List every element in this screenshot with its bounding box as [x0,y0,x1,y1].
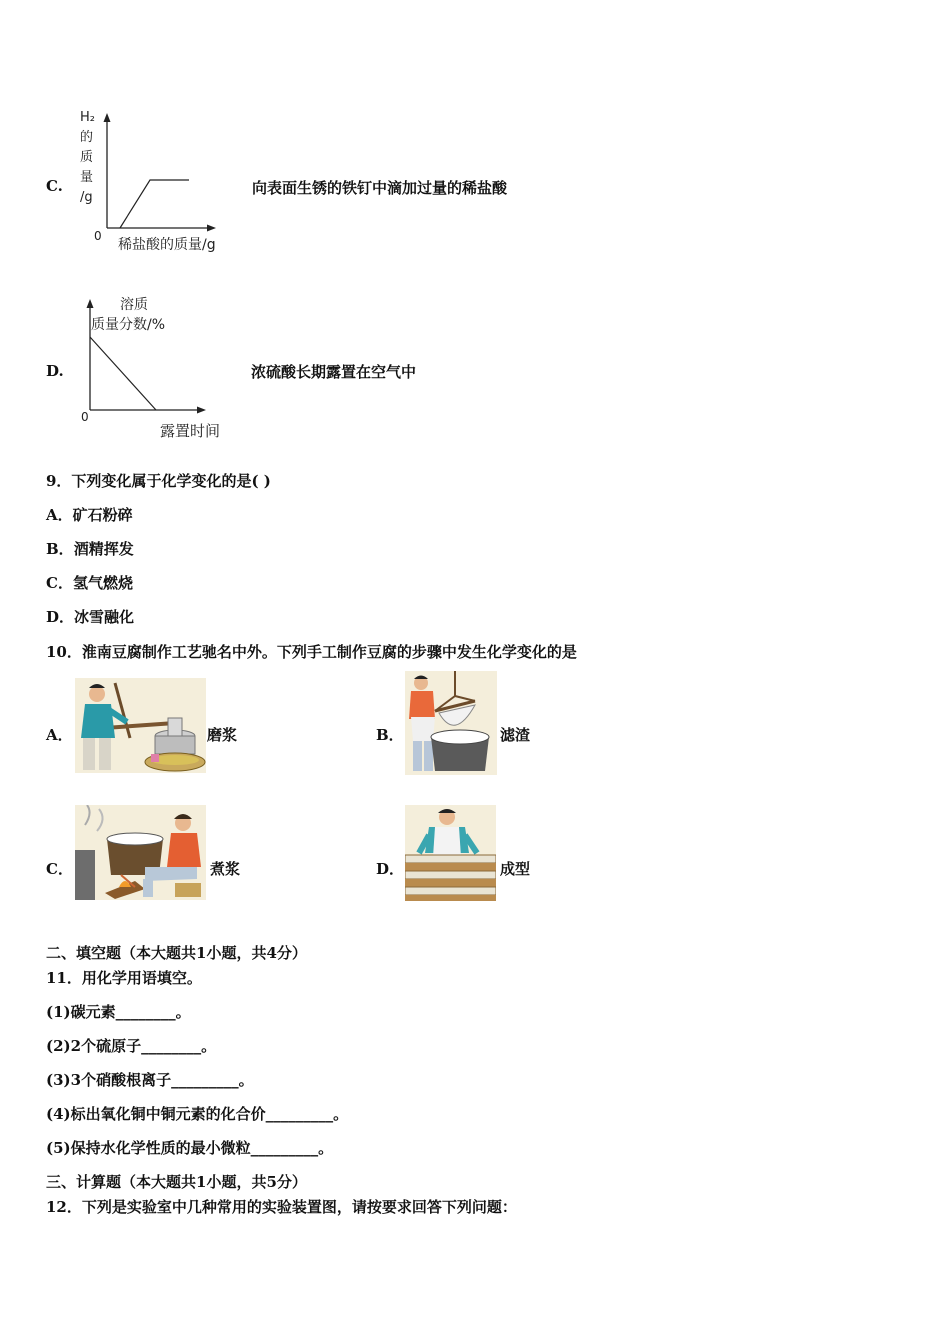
section3-heading: 三、计算题（本大题共1小题，共5分） [46,1173,307,1191]
graph-c-x-arrow [207,225,216,232]
q11-stem: 11．用化学用语填空。 [46,969,202,987]
option-c-description: 向表面生锈的铁钉中滴加过量的稀盐酸 [252,179,508,197]
q11-item-end: 。 [175,1003,191,1021]
q11-item-prefix: (5)保持水化学性质的最小微粒 [46,1139,251,1157]
graph-c-y-label-line: 质 [80,150,94,165]
q11-item-prefix: (2)2个硫原子 [46,1037,142,1055]
q9-option-a [46,504,133,525]
boiling-picture [75,805,206,900]
option-text: 冰雪融化 [74,608,135,626]
forming-picture [405,805,496,901]
graph-c [78,105,248,260]
q10-option-c-letter: C． [46,860,73,878]
option-text: 矿石粉碎 [72,506,133,524]
q11-item [46,1035,216,1056]
q10-option-c-caption: 煮浆 [210,860,241,878]
q11-item-end: 。 [318,1139,334,1157]
graph-c-y-label-line: /g [80,190,93,205]
option-d-letter: D. [46,362,64,380]
q9-stem: 9．下列变化属于化学变化的是( ) [46,472,271,490]
grinding-picture [75,678,206,773]
graph-d-y-arrow [87,299,94,308]
q11-item-prefix: (1)碳元素 [46,1003,116,1021]
option-text: 酒精挥发 [73,540,134,558]
option-d-description: 浓硫酸长期露置在空气中 [251,363,417,381]
answer-blank: _________ [265,1105,334,1123]
option-c-letter: C. [46,177,63,195]
graph-d-x-arrow [197,407,206,414]
graph-c-y-label-line: 量 [80,170,94,185]
graph-c-y-label-line: H₂ [80,110,95,125]
q11-item [46,1069,254,1090]
graph-c-x-label: 稀盐酸的质量/g [118,237,216,253]
graph-d-origin: 0 [81,410,89,424]
section2-heading: 二、填空题（本大题共1小题，共4分） [46,944,307,962]
q11-item [46,1103,348,1124]
q12-stem: 12．下列是实验室中几种常用的实验装置图，请按要求回答下列问题： [46,1198,517,1216]
option-letter: C． [46,574,73,592]
graph-d [78,292,248,444]
option-letter: D． [46,608,75,626]
q9-option-c [46,572,133,593]
q10-option-b-caption: 滤渣 [500,726,531,744]
graph-c-y-label-line: 的 [80,130,94,145]
q10-option-d-caption: 成型 [500,860,531,878]
q10-stem: 10．淮南豆腐制作工艺驰名中外。下列手工制作豆腐的步骤中发生化学变化的是 [46,643,577,661]
graph-d-y-label-bottom: 质量分数/% [91,317,166,333]
q11-item [46,1137,333,1158]
q11-item-prefix: (3)3个硝酸根离子 [46,1071,172,1089]
answer-blank: _________ [171,1071,239,1089]
q10-option-a-caption: 磨浆 [207,726,238,744]
answer-blank: _________ [250,1139,319,1157]
graph-d-curve [90,337,156,410]
q9-option-b [46,538,134,559]
graph-d-x-label: 露置时间 [160,422,221,440]
option-letter: A． [46,506,73,524]
filtering-picture [405,671,497,775]
graph-c-origin: 0 [94,229,102,243]
q10-option-d-letter: D． [376,860,405,878]
q11-item-end: 。 [333,1105,349,1123]
option-text: 氢气燃烧 [72,574,133,592]
graph-c-y-arrow [104,113,111,122]
q11-item-end: 。 [201,1037,217,1055]
q9-option-d [46,606,134,627]
q11-item [46,1001,191,1022]
graph-c-curve [120,180,189,228]
graph-d-y-label-top: 溶质 [120,297,148,313]
q11-item-prefix: (4)标出氧化铜中铜元素的化合价 [46,1105,266,1123]
q10-option-b-letter: B． [376,726,404,744]
answer-blank: ________ [141,1037,202,1055]
option-letter: B． [46,540,74,558]
answer-blank: ________ [115,1003,176,1021]
q10-option-a-letter: A． [46,726,73,744]
q11-item-end: 。 [238,1071,254,1089]
graph-c-y-label [80,108,95,208]
